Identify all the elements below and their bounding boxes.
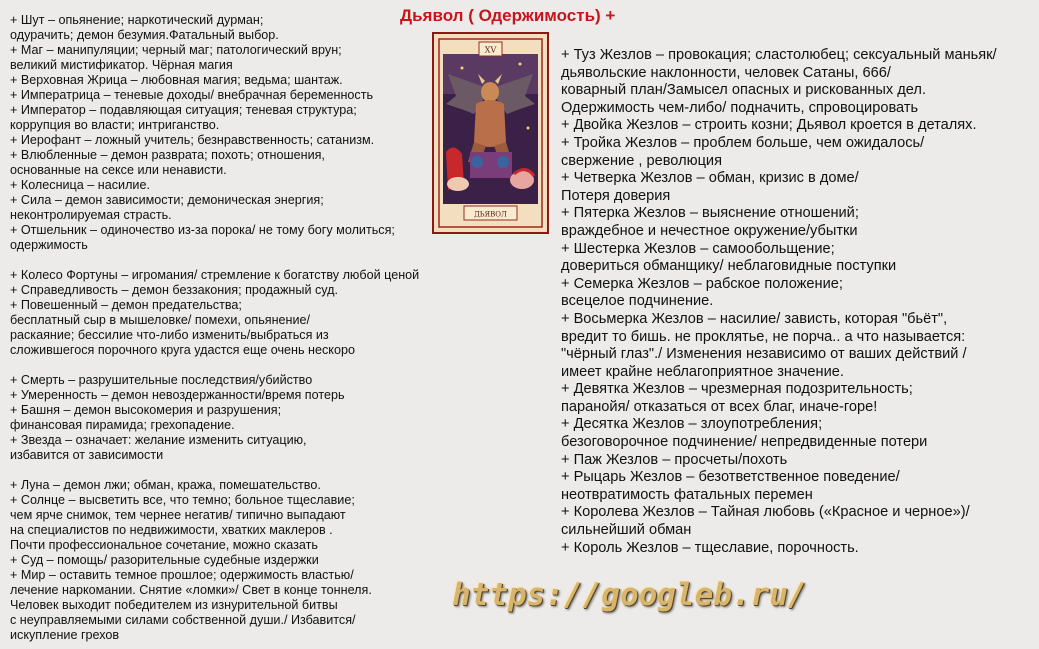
right_lines-line: всецелое подчинение. [561, 293, 714, 310]
left_lines-line: + Звезда – означает: желание изменить ситуацию, [10, 433, 307, 447]
left_lines-line: + Справедливость – демон беззакония; продажный суд. [10, 283, 338, 297]
left_lines-line: бесплатный сыр в мышеловке/ помехи, опьянение/ [10, 313, 311, 327]
left_lines-line: великий мистификатор. Чёрная магия [10, 58, 233, 72]
left_lines-line: избавится от зависимости [10, 448, 164, 462]
right_lines-line: имеет крайне неблагоприятное значение. [561, 363, 844, 380]
right_lines-line: + Девятка Жезлов – чрезмерная подозрительность; [561, 381, 913, 398]
devil-tarot-card-image [432, 32, 549, 234]
right_lines-line: сильнейший обман [561, 522, 692, 539]
wands-suit-list [561, 47, 1037, 557]
left_lines-line [10, 358, 450, 373]
left_lines-line: чем ярче снимок, тем чернее негатив/ типично выпадают [10, 508, 346, 522]
left_lines-line [10, 463, 450, 478]
left_lines-line: + Умеренность – демон невоздержанности/время потерь [10, 388, 345, 402]
left_lines-line: + Сила – демон зависимости; демоническая энергия; [10, 193, 324, 207]
left_lines-line: + Маг – манипуляции; черный маг; патологический врун; [10, 43, 342, 57]
right_lines-line: + Четверка Жезлов – обман, кризис в доме/ [561, 170, 859, 187]
right_lines-line: Одержимость чем-либо/ подначить, спровоцировать [561, 99, 919, 116]
left_lines-line: + Солнце – высветить все, что темно; больное тщеславие; [10, 493, 355, 507]
left_lines-line: с неуправляемыми силами собственной души./ Избавится/ [10, 613, 356, 627]
right_lines-line: + Десятка Жезлов – злоупотребления; [561, 416, 823, 433]
left_lines-line: + Император – подавляющая ситуация; теневая структура; [10, 103, 357, 117]
right_lines-line: свержение , революция [561, 152, 722, 169]
left_lines-line: основанные на сексе или ненависти. [10, 163, 227, 177]
right_lines-line: + Рыцарь Жезлов – безответственное поведение/ [561, 469, 900, 486]
right_lines-line: + Двойка Жезлов – строить козни; Дьявол кроется в деталях. [561, 117, 977, 134]
right_lines-line: + Король Жезлов – тщеславие, порочность. [561, 539, 859, 556]
left_lines-line: на специалистов по недвижимости, хватких маклеров . [10, 523, 333, 537]
right_lines-line: враждебное и нечестное окружение/убытки [561, 222, 858, 239]
left_lines-line: + Смерть – разрушительные последствия/убийство [10, 373, 313, 387]
left_lines-line [10, 253, 450, 268]
right_lines-line: "чёрный глаз"./ Изменения независимо от ваших действий / [561, 346, 967, 363]
left_lines-line: + Колесница – насилие. [10, 178, 150, 192]
right_lines-line: + Паж Жезлов – просчеты/похоть [561, 451, 788, 468]
right_lines-line: + Туз Жезлов – провокация; сластолюбец; сексуальный маньяк/ [561, 47, 997, 63]
right_lines-line: коварный план/Замысел опасных и рискованных дел. [561, 82, 926, 99]
right_lines-line: + Королева Жезлов – Тайная любовь («Красное и черное»)/ [561, 504, 970, 521]
site-watermark: https://googleb.ru/ [452, 577, 807, 613]
left_lines-line: + Мир – оставить темное прошлое; одержимость властью/ [10, 568, 354, 582]
right_lines-line: + Шестерка Жезлов – самообольщение; [561, 240, 835, 257]
right_lines-line: неотвратимость фатальных перемен [561, 486, 813, 503]
right_lines-line: + Семерка Жезлов – рабское положение; [561, 275, 843, 292]
left_lines-line: одержимость [10, 238, 88, 252]
right_lines-line: дьявольские наклонности, человек Сатаны, 666/ [561, 64, 891, 81]
left_lines-line: лечение наркомании. Снятие «ломки»/ Свет в конце тоннеля. [10, 583, 372, 597]
left_lines-line: + Повешенный – демон предательства; [10, 298, 242, 312]
left_lines-line: + Верховная Жрица – любовная магия; ведьма; шантаж. [10, 73, 343, 87]
left_lines-line: раскаяние; бессилие что-либо изменить/выбраться из [10, 328, 329, 342]
right_lines-line: довериться обманщику/ неблаговидные поступки [561, 258, 897, 275]
left_lines-line: + Отшельник – одиночество из-за порока/ не тому богу молиться; [10, 223, 395, 237]
left_lines-line: неконтролируемая страсть. [10, 208, 172, 222]
left_lines-line: + Иерофант – ложный учитель; безнравственность; сатанизм. [10, 133, 375, 147]
card-caption: ДЬЯВОЛ [474, 210, 507, 219]
left_lines-line: Почти профессиональное сочетание, можно сказать [10, 538, 318, 552]
major-arcana-list [10, 13, 450, 643]
left_lines-line: + Влюбленные – демон разврата; похоть; отношения, [10, 148, 325, 162]
left_lines-line: + Шут – опьянение; наркотический дурман; [10, 13, 264, 27]
right_lines-line: + Восьмерка Жезлов – насилие/ зависть, которая "бьёт", [561, 310, 948, 327]
right_lines-line: вредит то бишь. не проклятье, не порча.. а что называется: [561, 328, 966, 345]
left_lines-line: + Луна – демон лжи; обман, кража, помешательство. [10, 478, 321, 492]
card-numeral: XV [484, 45, 497, 55]
right_lines-line: + Тройка Жезлов – проблем больше, чем ожидалось/ [561, 134, 925, 151]
left_lines-line: + Колесо Фортуны – игромания/ стремление к богатству любой ценой [10, 268, 420, 282]
left_lines-line: + Суд – помощь/ разорительные судебные издержки [10, 553, 319, 567]
left_lines-line: коррупция во власти; интриганство. [10, 118, 220, 132]
left_lines-line: + Башня – демон высокомерия и разрушения; [10, 403, 282, 417]
left_lines-line: финансовая пирамида; грехопадение. [10, 418, 235, 432]
left_lines-line: Человек выходит победителем из изнурительной битвы [10, 598, 338, 612]
page-title: Дьявол ( Одержимость) + [400, 6, 616, 25]
left_lines-line: искупление грехов [10, 628, 120, 642]
right_lines-line: безоговорочное подчинение/ непредвиденные потери [561, 434, 928, 451]
left_lines-line: + Императрица – теневые доходы/ внебрачная беременность [10, 88, 374, 102]
right_lines-line: Потеря доверия [561, 187, 671, 204]
left_lines-line: сложившегося порочного круга удастся еще очень нескоро [10, 343, 355, 357]
right_lines-line: + Пятерка Жезлов – выяснение отношений; [561, 205, 859, 222]
right_lines-line: паранойя/ отказаться от всех благ, иначе-горе! [561, 398, 878, 415]
left_lines-line: одурачить; демон безумия.Фатальный выбор. [10, 28, 279, 42]
